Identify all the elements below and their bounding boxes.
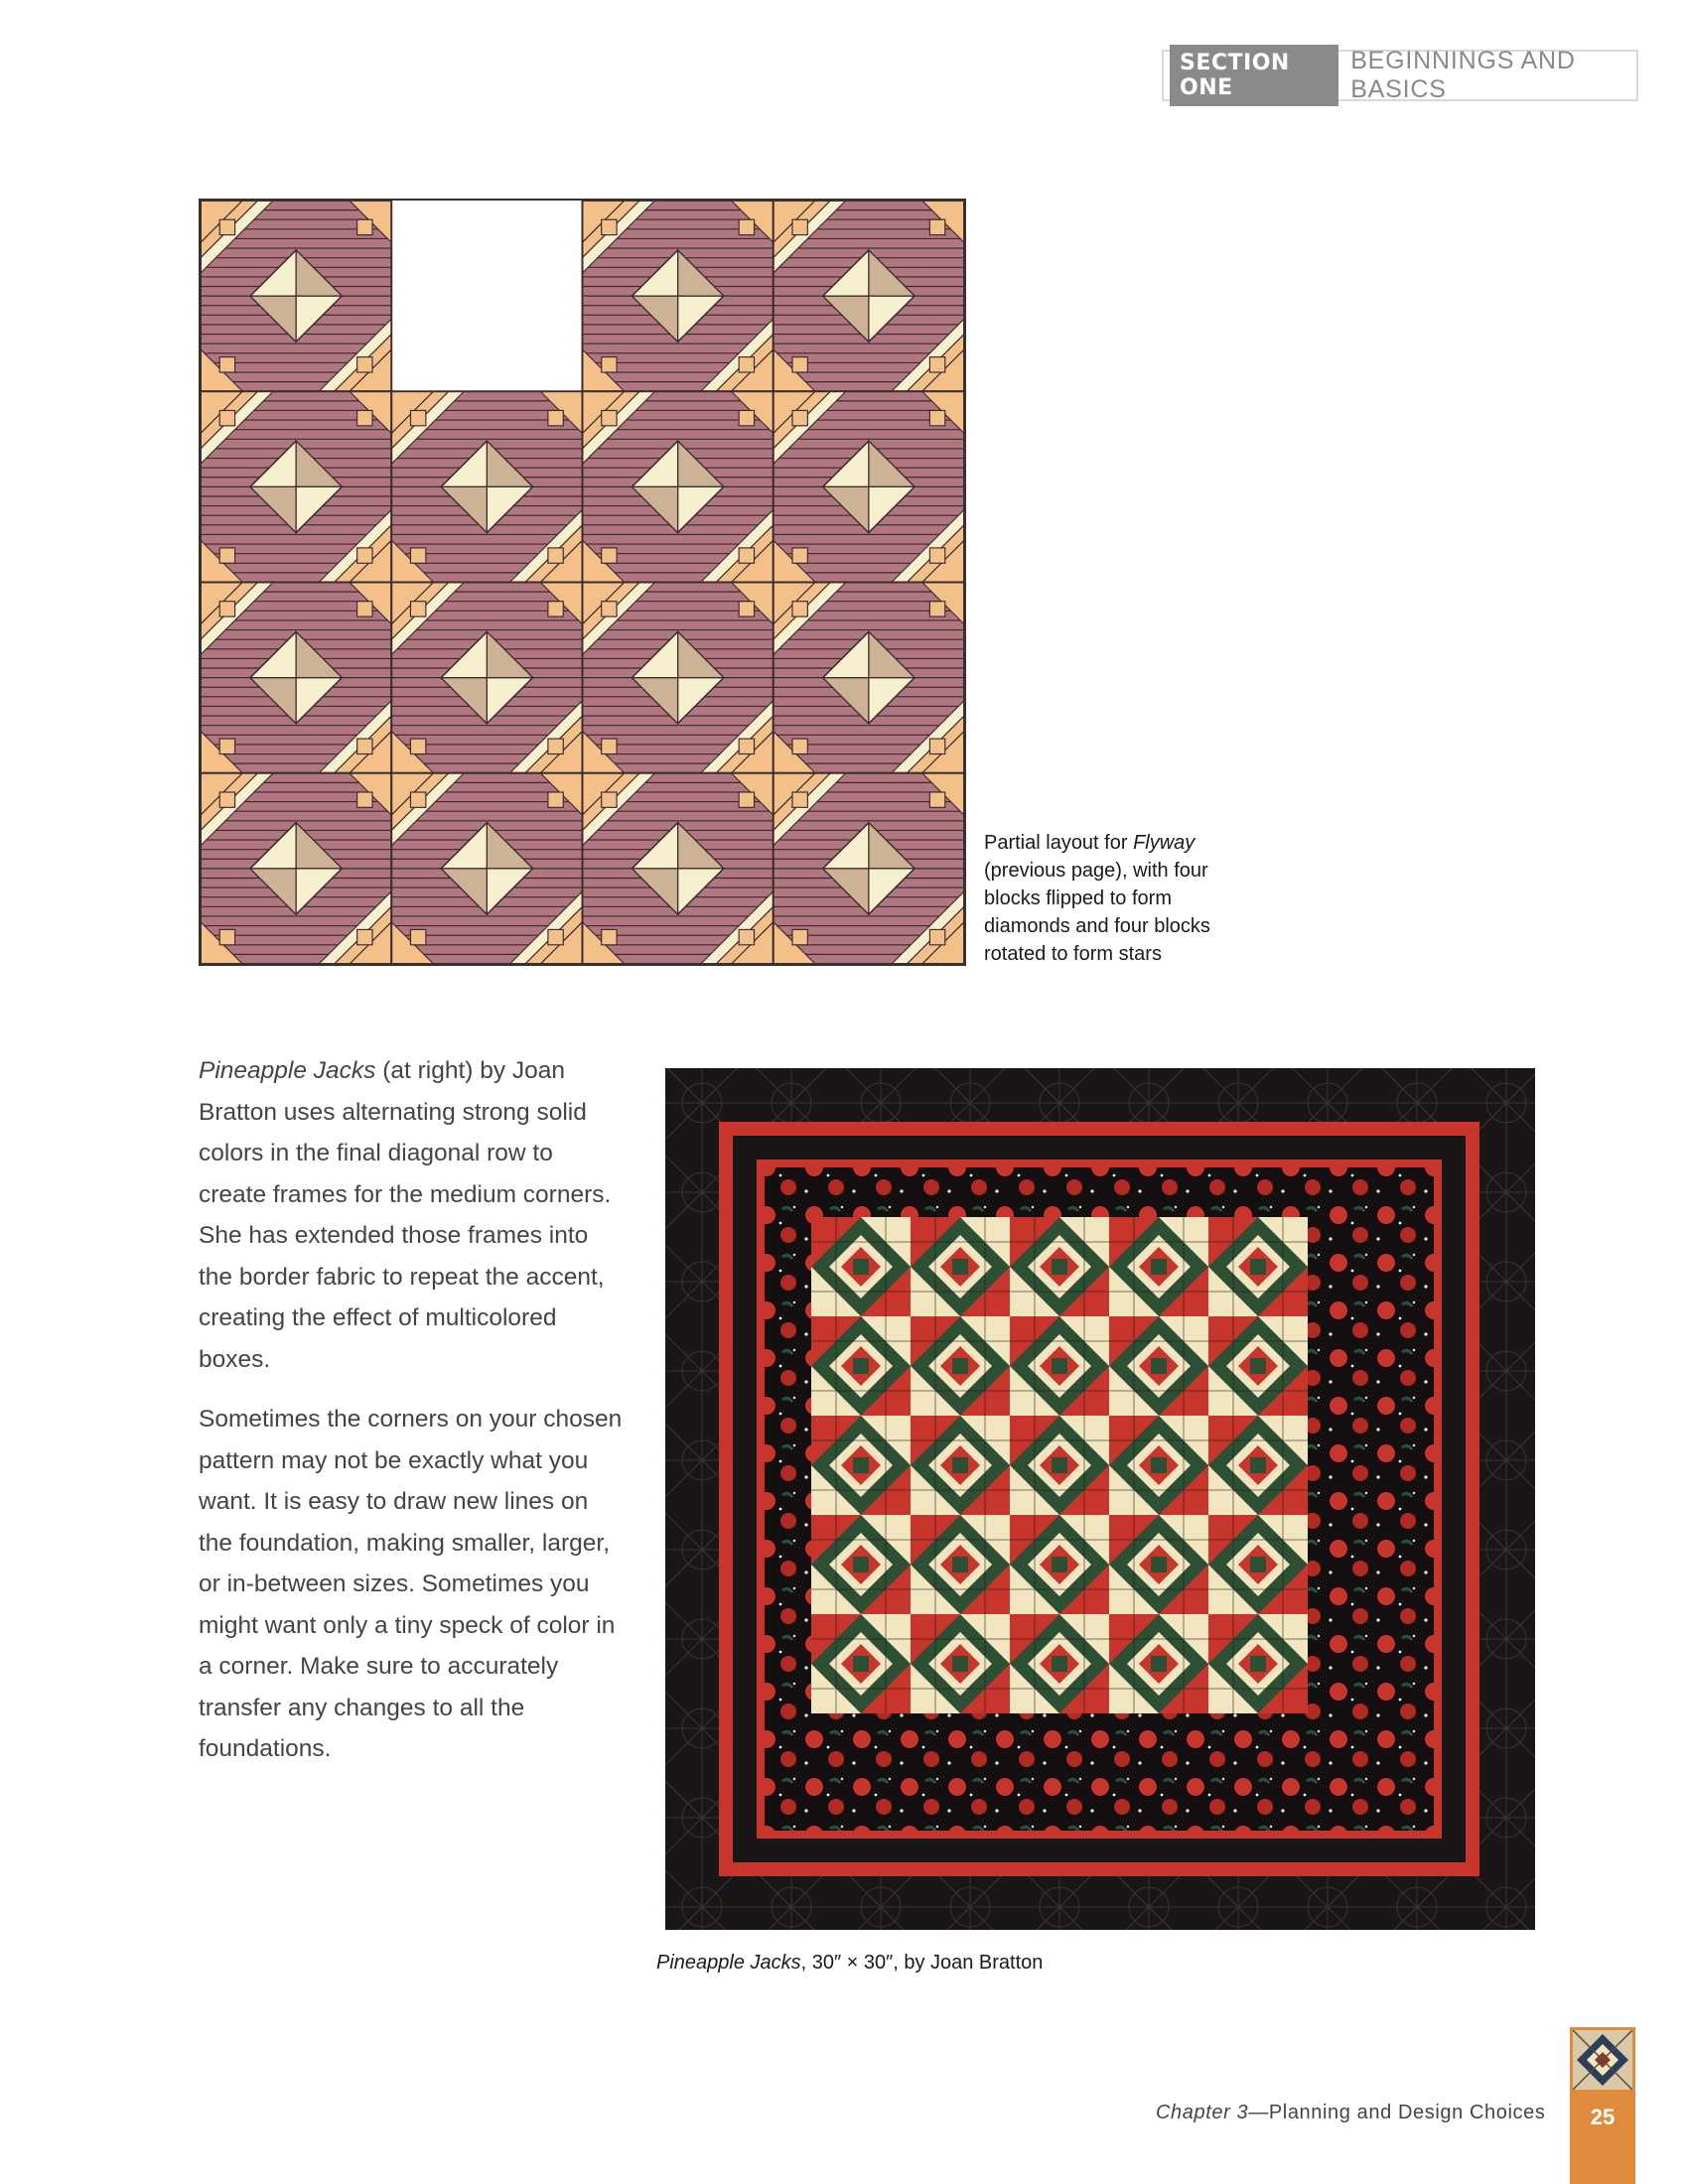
running-footer — [1156, 2102, 1545, 2124]
body-text — [199, 1050, 626, 1789]
flyway-caption — [984, 829, 1242, 968]
paragraph-1 — [199, 1050, 626, 1380]
caption2-text: , 30″ × 30″, by Joan Bratton — [800, 1952, 1044, 1974]
page-number: 25 — [1590, 2105, 1616, 2129]
paragraph-1-text: (at right) by Joan Bratton uses alternating strong solid colors in the final diagonal row to create frames for the medium corners. She has extended those frames into the border fabric to repeat the accent, creating the effect of multicolored boxes. — [199, 1057, 612, 1373]
quilt-thumbnail-icon — [1573, 2030, 1632, 2090]
flyway-quilt-layout-diagram — [201, 201, 964, 964]
caption-post: (previous page), with four blocks flipped to form diamonds and four blocks rotated to form stars — [984, 860, 1210, 965]
flyway-layout-figure — [199, 199, 966, 966]
section-header — [1162, 47, 1638, 103]
paragraph-1-title: Pineapple Jacks — [199, 1057, 376, 1084]
footer-chapter-title: —Planning and Design Choices — [1248, 2102, 1546, 2123]
caption-italic-title: Flyway — [1133, 832, 1196, 854]
caption2-title: Pineapple Jacks — [656, 1952, 801, 1974]
caption-pre: Partial layout for — [984, 832, 1134, 854]
page-tab — [1570, 2027, 1635, 2184]
footer-chapter: Chapter 3 — [1156, 2102, 1249, 2123]
paragraph-2: Sometimes the corners on your chosen pattern may not be exactly what you want. It is easy to draw new lines on the foundation, making smaller, larger, or in-between sizes. Sometimes you might want only a tiny speck of color in a corner. Make sure to accurately transfer any changes to all the foundations. — [199, 1406, 623, 1762]
section-label: SECTION ONE — [1170, 45, 1338, 106]
section-title: BEGINNINGS AND BASICS — [1350, 47, 1576, 103]
pineapple-jacks-photo — [657, 1058, 1543, 1940]
pineapple-jacks-quilt-photo — [657, 1058, 1543, 1940]
pineapple-jacks-caption — [656, 1952, 1043, 1975]
